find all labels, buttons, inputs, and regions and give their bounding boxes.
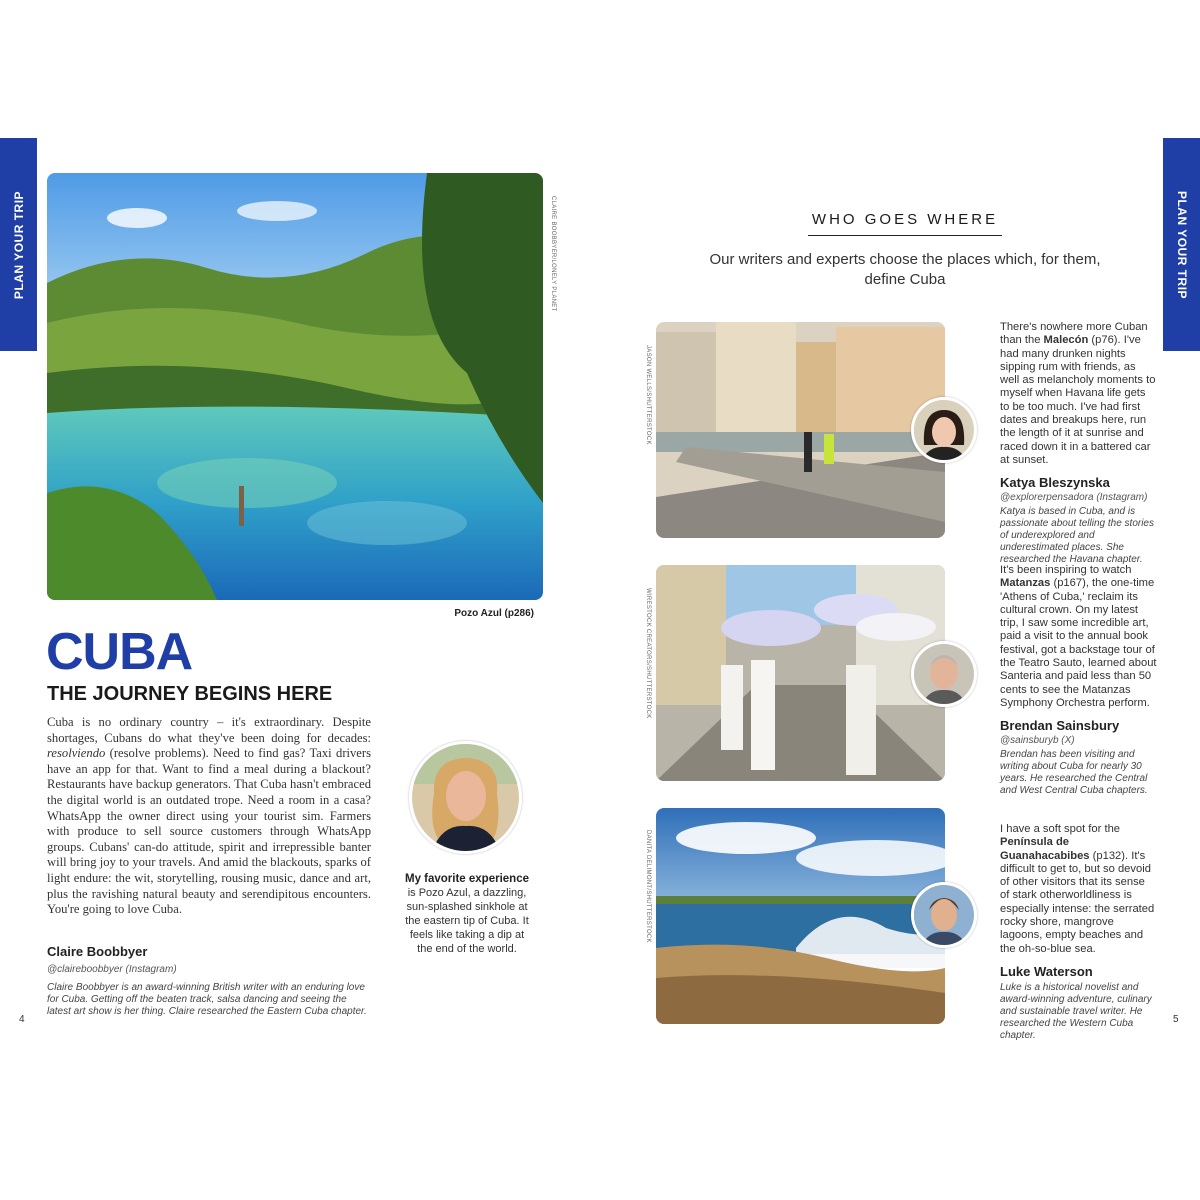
entry-katya-text: There's nowhere more Cuban than the Malecón (p76). I've had many drunken nights sipping rum with friends, as well as melancholy moments to myself when Havana life gets to be too much. I've had first dates and breakups here, run the length of it at sunrise and raced down it in a battered car at sunset. <box>1000 321 1156 466</box>
page-title: CUBA <box>46 623 193 681</box>
entry-katya <box>1000 321 1157 566</box>
intro-paragraph <box>47 715 371 918</box>
favorite-experience <box>404 872 530 956</box>
portrait-icon <box>914 400 974 460</box>
page-number-right: 5 <box>1173 1014 1179 1025</box>
favorite-lead: My favorite experience <box>404 873 529 885</box>
entry-brendan <box>1000 564 1157 797</box>
brendan-name: Brendan Sainsbury <box>1000 718 1120 734</box>
malecon-illustration <box>656 322 945 538</box>
entry-luke <box>1000 823 1157 1042</box>
photo-credit-left: CLAIRE BOOBBYER/LONELY PLANET <box>550 196 556 312</box>
katya-avatar <box>911 397 977 463</box>
photo-credit-3: DANITA DELIMONT/SHUTTERSTOCK <box>645 830 651 943</box>
page-subtitle: THE JOURNEY BEGINS HERE <box>47 683 333 705</box>
pozo-azul-photo <box>47 173 543 600</box>
matanzas-photo <box>656 565 945 781</box>
author-about: Claire Boobbyer is an award-winning British writer with an enduring love for Cuba. Getting off the beaten track, salsa dancing and seeing the latest art show is her thing. Claire researched the Eastern Cuba chapter. <box>47 982 367 1017</box>
coast-illustration <box>656 808 945 1024</box>
malecon-photo <box>656 322 945 538</box>
katya-about: Katya is based in Cuba, and is passionate about telling the stories of underexplored and underestimated places. She researched the Havana chapter. <box>1000 506 1154 566</box>
intro-part-2: (resolve problems). Need to find gas? Taxi drivers have an app for that. Want to find a meal during a blackout? Restaurants have backup generators. That Cuba hasn't embraced the digital world is an outdated trope. Need a room in a casa? WhatsApp the owner direct using your tourist sim. Farmers with produce to sell source customers through WhatsApp groups. Cubans' can-do attitude, spirit and irrepressible banter will bring joy to your travels. And amid the blackouts, sparks of light endure: the wit, storytelling, rousing music, dance and art, plus the ravishing natural beauty and serendipitous encounters. You're going to love Cuba. <box>47 746 371 917</box>
entry-brendan-text: It's been inspiring to watch Matanzas (p167), the one-time 'Athens of Cuba,' reclaim its cultural crown. On my latest trip, I saw some incredible art, paid a visit to the annual book festival, got a backstage tour of the Teatro Sauto, learned about Santeria and paid less than 50 cents to see the Matanzas Symphony Orchestra perform. <box>1000 564 1157 709</box>
tab-left-label: PLAN YOUR TRIP <box>11 190 26 299</box>
portrait-icon <box>914 885 974 945</box>
claire-avatar <box>409 741 522 854</box>
sinkhole-illustration <box>47 173 543 600</box>
brendan-avatar <box>911 641 977 707</box>
intro-term: resolviendo <box>47 746 106 761</box>
entry-luke-text: I have a soft spot for the Península de Guanahacabibes (p132). It's difficult to get to, but so devoid of other visitors that its sense of stark otherworldliness is especially intense: the serrated rocky shore, mangrove lagoons, empty beaches and the oh-so-blue sea. <box>1000 823 1155 955</box>
brendan-about: Brendan has been visiting and writing about Cuba for nearly 30 years. He researched the Central and West Central Cuba chapters. <box>1000 749 1148 797</box>
place-matanzas: Matanzas <box>1000 577 1051 590</box>
luke-avatar <box>911 882 977 948</box>
luke-about: Luke is a historical novelist and award-winning adventure, culinary and sustainable travel writer. He researched the Western Cuba chapter. <box>1000 981 1152 1041</box>
photo-caption: Pozo Azul (p286) <box>454 608 534 619</box>
favorite-text: is Pozo Azul, a dazzling, sun-splashed sinkhole at the eastern tip of Cuba. It feels like taking a dip at the end of the world. <box>405 887 529 955</box>
matanzas-illustration <box>656 565 945 781</box>
brendan-handle: @sainsburyb (X) <box>1000 735 1075 747</box>
intro-part-1: Cuba is no ordinary country – it's extraordinary. Despite shortages, Cubans do what they've been doing for decades: <box>47 715 371 745</box>
author-name: Claire Boobbyer <box>47 944 148 959</box>
who-goes-where-heading: WHO GOES WHERE <box>811 211 999 228</box>
place-malecon: Malecón <box>1043 334 1089 347</box>
plan-your-trip-tab-right <box>1163 138 1200 351</box>
portrait-icon <box>914 644 974 704</box>
place-guanahacabibes: Península de Guanahacabibes <box>1000 836 1090 862</box>
plan-your-trip-tab-left <box>0 138 37 351</box>
portrait-icon <box>412 744 519 851</box>
heading-rule <box>808 235 1002 236</box>
tab-right-label: PLAN YOUR TRIP <box>1174 190 1189 299</box>
photo-credit-1: JASON WELLS/SHUTTERSTOCK <box>645 345 651 445</box>
author-handle: @claireboobbyer (Instagram) <box>47 964 177 975</box>
who-goes-where-subheading: Our writers and experts choose the places which, for them, define Cuba <box>709 251 1101 288</box>
luke-name: Luke Waterson <box>1000 963 1093 979</box>
guanahacabibes-photo <box>656 808 945 1024</box>
page-number-left: 4 <box>19 1014 25 1025</box>
katya-name: Katya Bleszynska <box>1000 475 1110 491</box>
photo-credit-2: WIRESTOCK CREATORS/SHUTTERSTOCK <box>645 588 651 719</box>
katya-handle: @explorerpensadora (Instagram) <box>1000 492 1148 504</box>
